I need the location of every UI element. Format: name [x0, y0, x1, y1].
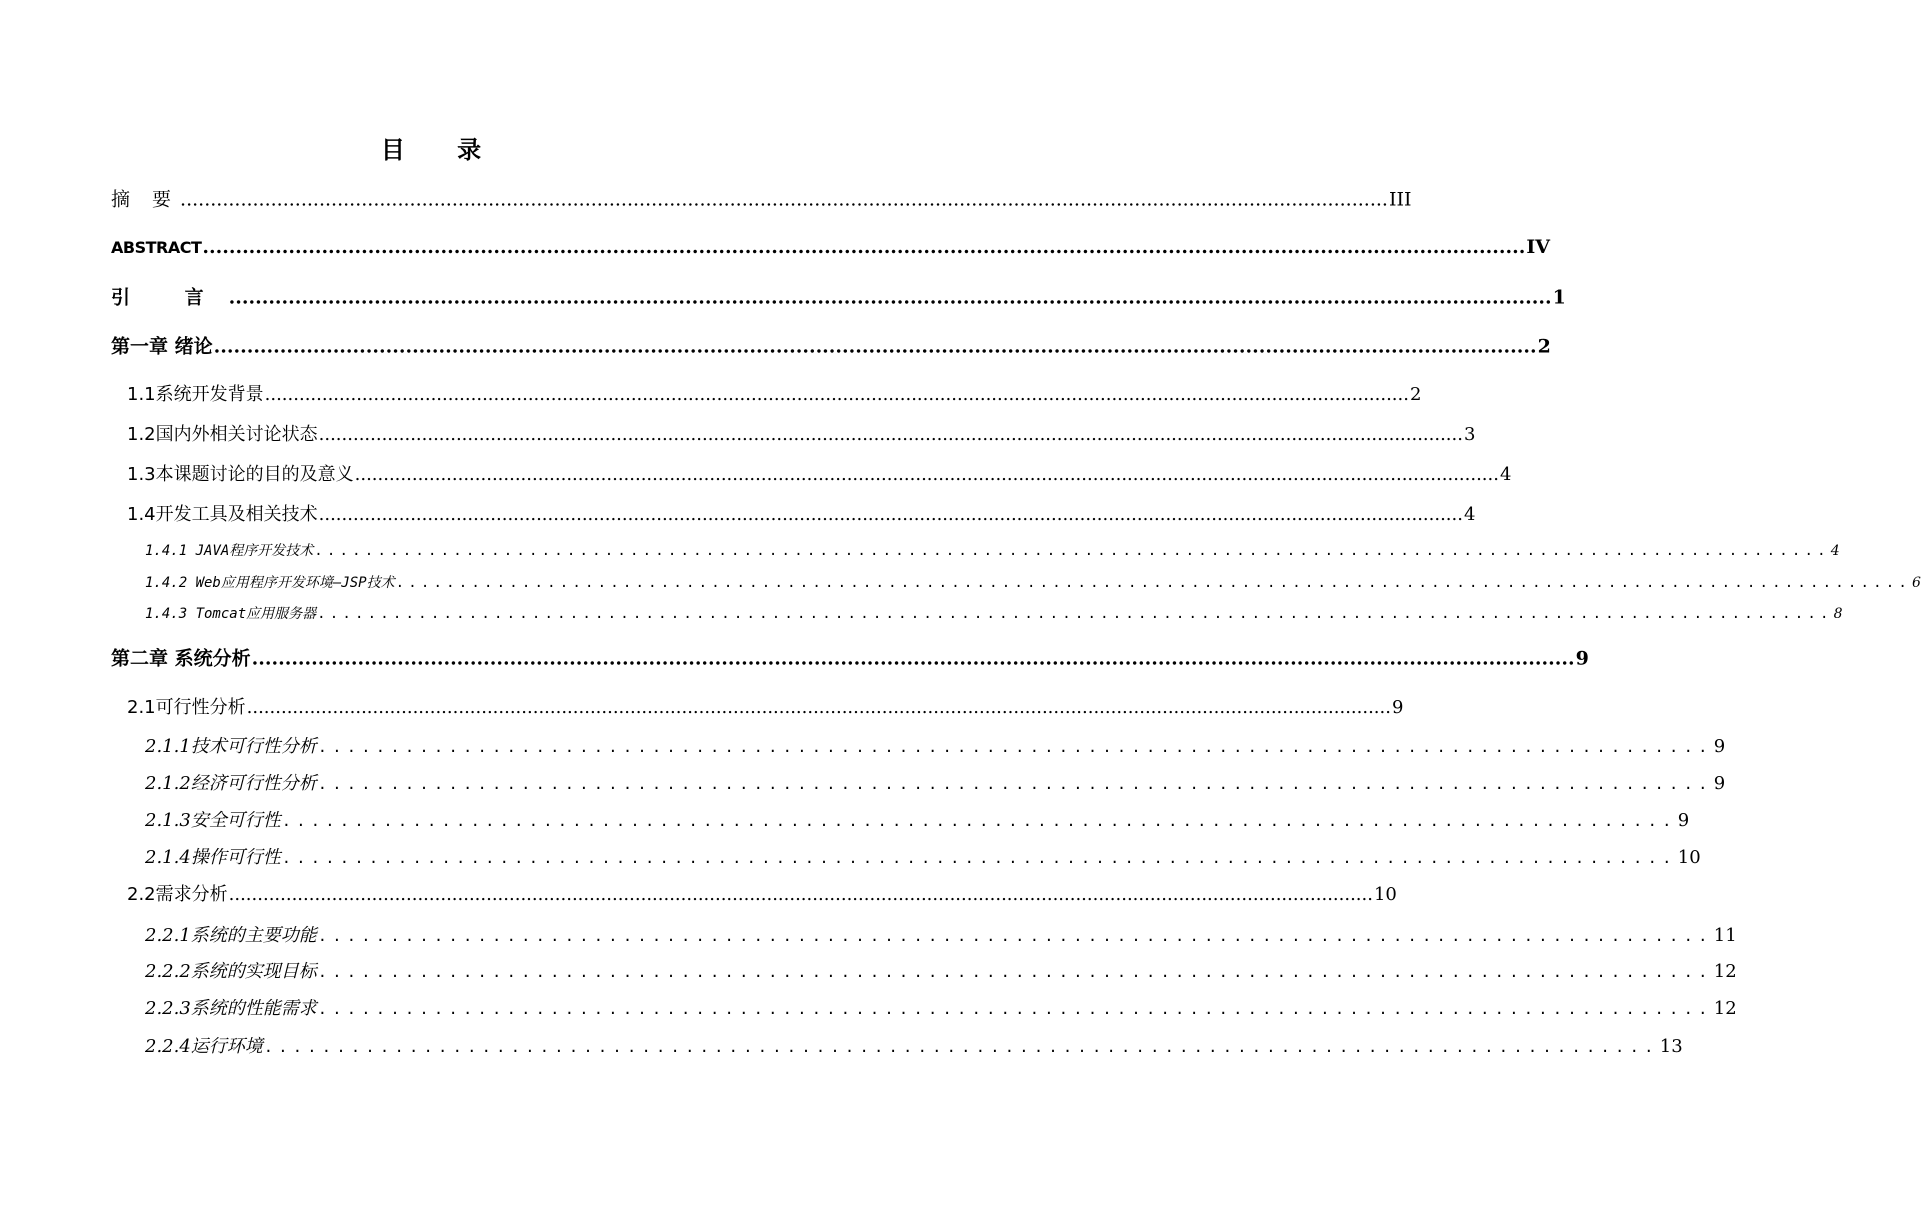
- toc-entry-page: 11: [1713, 925, 1737, 946]
- toc-leader-dots: ........................................................................................................................................................................................................: [318, 504, 1463, 525]
- toc-entry-page: 4: [1499, 464, 1512, 485]
- toc-entry-2-1[interactable]: [127, 693, 1404, 719]
- toc-entry-introduction[interactable]: [111, 283, 1566, 310]
- toc-entry-text: 2.1.3安全可行性: [145, 810, 281, 831]
- toc-title: 目 录: [380, 136, 504, 164]
- toc-entry-2-2-2[interactable]: [145, 957, 1737, 983]
- toc-leader-dots: ........................................................................................................................: [314, 543, 1830, 559]
- toc-entry-text: 第一章 绪论: [111, 335, 213, 358]
- toc-leader-dots: ........................................................................................................................: [317, 606, 1833, 622]
- toc-entry-page: 9: [1575, 647, 1589, 670]
- toc-entry-page: 9: [1713, 736, 1726, 757]
- toc-leader-dots: ................................................................................................: [263, 1038, 1659, 1056]
- toc-entry-1-2[interactable]: [127, 420, 1476, 446]
- toc-entry-2-1-3[interactable]: [145, 806, 1690, 832]
- toc-entry-1-4-1[interactable]: [145, 540, 1840, 560]
- toc-leader-dots: ........................................................................................................................................................................................................: [228, 884, 1373, 905]
- toc-leader-dots: ........................................................................................................................................................................................................: [202, 236, 1526, 258]
- toc-leader-dots: ................................................................................................: [281, 849, 1677, 867]
- toc-entry-text: 2.1.2经济可行性分析: [145, 773, 317, 794]
- toc-entry-text: 2.2.1系统的主要功能: [145, 925, 317, 946]
- toc-entry-1-3[interactable]: [127, 460, 1512, 486]
- toc-leader-dots: ........................................................................................................................................................................................................: [264, 384, 1409, 405]
- toc-entry-text: 2.2.4运行环境: [145, 1036, 263, 1057]
- toc-entry-page: III: [1388, 188, 1412, 211]
- toc-entry-text: 1.4.1 JAVA程序开发技术: [145, 543, 314, 559]
- toc-entry-page: 9: [1677, 810, 1690, 831]
- toc-entry-text: 2.1可行性分析: [127, 697, 246, 718]
- toc-entry-page: 8: [1833, 606, 1843, 622]
- toc-entry-chapter-2[interactable]: [111, 644, 1589, 671]
- toc-entry-text: 1.4开发工具及相关技术: [127, 504, 318, 525]
- toc-entry-text: 1.1系统开发背景: [127, 384, 264, 405]
- toc-entry-text: 2.2.2系统的实现目标: [145, 961, 317, 982]
- toc-entry-chapter-1[interactable]: [111, 332, 1551, 359]
- toc-entry-page: 2: [1537, 335, 1551, 358]
- toc-leader-dots: ................................................................................................: [317, 1000, 1713, 1018]
- toc-entry-2-1-1[interactable]: [145, 732, 1726, 758]
- toc-entry-page: 13: [1659, 1036, 1683, 1057]
- toc-entry-text: 引 言: [111, 286, 228, 309]
- toc-entry-page: 10: [1677, 847, 1701, 868]
- toc-entry-page: 4: [1830, 543, 1840, 559]
- toc-leader-dots: ........................................................................................................................................................................................................: [180, 188, 1388, 211]
- toc-entry-text: ABSTRACT: [111, 238, 202, 257]
- toc-entry-2-2-1[interactable]: [145, 921, 1737, 947]
- toc-entry-text: 2.2需求分析: [127, 884, 228, 905]
- toc-entry-page: 12: [1713, 998, 1737, 1019]
- toc-entry-abstract-cn[interactable]: [111, 185, 1412, 212]
- toc-entry-1-1[interactable]: [127, 380, 1422, 406]
- toc-leader-dots: ................................................................................................: [317, 927, 1713, 945]
- toc-entry-page: 10: [1373, 884, 1397, 905]
- toc-entry-page: 3: [1463, 424, 1476, 445]
- toc-entry-2-1-2[interactable]: [145, 769, 1726, 795]
- toc-leader-dots: ........................................................................................................................................................................................................: [246, 697, 1391, 718]
- toc-entry-abstract-en[interactable]: [111, 236, 1550, 258]
- toc-entry-page: 9: [1391, 697, 1404, 718]
- toc-leader-dots: ................................................................................................: [317, 775, 1713, 793]
- toc-entry-page: 4: [1463, 504, 1476, 525]
- toc-entry-text: 1.3本课题讨论的目的及意义: [127, 464, 354, 485]
- toc-entry-text: 1.4.3 Tomcat应用服务器: [145, 606, 317, 622]
- toc-entry-1-4-3[interactable]: [145, 603, 1843, 623]
- toc-leader-dots: ................................................................................................: [317, 963, 1713, 981]
- toc-entry-2-1-4[interactable]: [145, 843, 1701, 869]
- toc-leader-dots: ........................................................................................................................................................................................................: [228, 286, 1552, 309]
- toc-entry-page: 6: [1912, 575, 1921, 591]
- toc-entry-text: 1.4.2 Web应用程序开发环境—JSP技术: [145, 575, 395, 591]
- toc-entry-page: IV: [1526, 236, 1550, 258]
- toc-entry-text: 2.1.1技术可行性分析: [145, 736, 317, 757]
- toc-leader-dots: ................................................................................................: [281, 812, 1677, 830]
- toc-leader-dots: ........................................................................................................................................................................................................: [318, 424, 1463, 445]
- toc-entry-2-2-4[interactable]: [145, 1032, 1683, 1058]
- toc-entry-text: 第二章 系统分析: [111, 647, 251, 670]
- toc-entry-text: 2.1.4操作可行性: [145, 847, 281, 868]
- toc-entry-text: 摘 要: [111, 188, 180, 211]
- toc-leader-dots: ................................................................................................: [317, 738, 1713, 756]
- toc-entry-page: 2: [1409, 384, 1422, 405]
- toc-leader-dots: ........................................................................................................................................................................................................: [213, 335, 1537, 358]
- toc-entry-text: 1.2国内外相关讨论状态: [127, 424, 318, 445]
- toc-entry-page: 1: [1552, 286, 1566, 309]
- toc-entry-2-2[interactable]: [127, 880, 1397, 906]
- toc-leader-dots: ........................................................................................................................................................................................................: [354, 464, 1499, 485]
- toc-leader-dots: ........................................................................................................................: [395, 575, 1912, 591]
- toc-entry-1-4[interactable]: [127, 500, 1476, 526]
- toc-entry-page: 12: [1713, 961, 1737, 982]
- toc-entry-2-2-3[interactable]: [145, 994, 1737, 1020]
- toc-entry-page: 9: [1713, 773, 1726, 794]
- toc-entry-1-4-2[interactable]: [145, 572, 1921, 592]
- toc-leader-dots: ........................................................................................................................................................................................................: [251, 647, 1575, 670]
- toc-entry-text: 2.2.3系统的性能需求: [145, 998, 317, 1019]
